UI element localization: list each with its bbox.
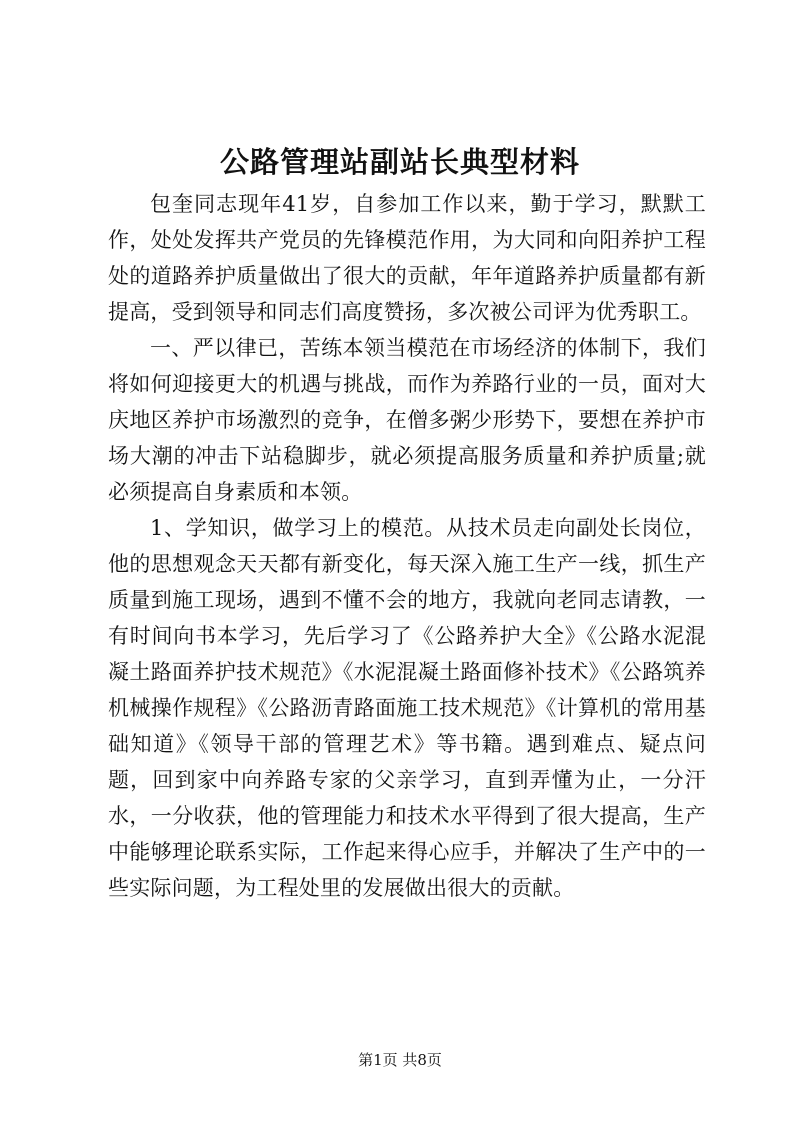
document-body	[108, 186, 706, 906]
paragraph-subsection-1: 1、学知识，做学习上的模范。从技术员走向副处长岗位，他的思想观念天天都有新变化，每天深入施工生产一线，抓生产质量到施工现场，遇到不懂不会的地方，我就向老同志请教，一有时间向书本学习，先后学习了《公路养护大全》《公路水泥混凝土路面养护技术规范》《水泥混凝土路面修补技术》《公路筑养机械操作规程》《公路沥青路面施工技术规范》《计算机的常用基础知道》《领导干部的管理艺术》等书籍。遇到难点、疑点问题，回到家中向养路专家的父亲学习，直到弄懂为止，一分汗水，一分收获，他的管理能力和技术水平得到了很大提高，生产中能够理论联系实际，工作起来得心应手，并解决了生产中的一些实际问题，为工程处里的发展做出很大的贡献。	[108, 516, 706, 900]
paragraph-section-1: 一、严以律已，苦练本领当模范在市场经济的体制下，我们将如何迎接更大的机遇与挑战，而作为养路行业的一员，面对大庆地区养护市场激烈的竞争，在僧多粥少形势下，要想在养护市场大潮的冲击下站稳脚步，就必须提高服务质量和养护质量;就必须提高自身素质和本领。	[108, 336, 706, 504]
document-title: 公路管理站副站长典型材料	[219, 145, 580, 179]
page-number-footer: 第1页 共8页	[358, 1051, 442, 1069]
paragraph-intro: 包奎同志现年41岁，自参加工作以来，勤于学习，默默工作，处处发挥共产党员的先锋模范作用，为大同和向阳养护工程处的道路养护质量做出了很大的贡献，年年道路养护质量都有新提高，受到领导和同志们高度赞扬，多次被公司评为优秀职工。	[108, 192, 706, 324]
